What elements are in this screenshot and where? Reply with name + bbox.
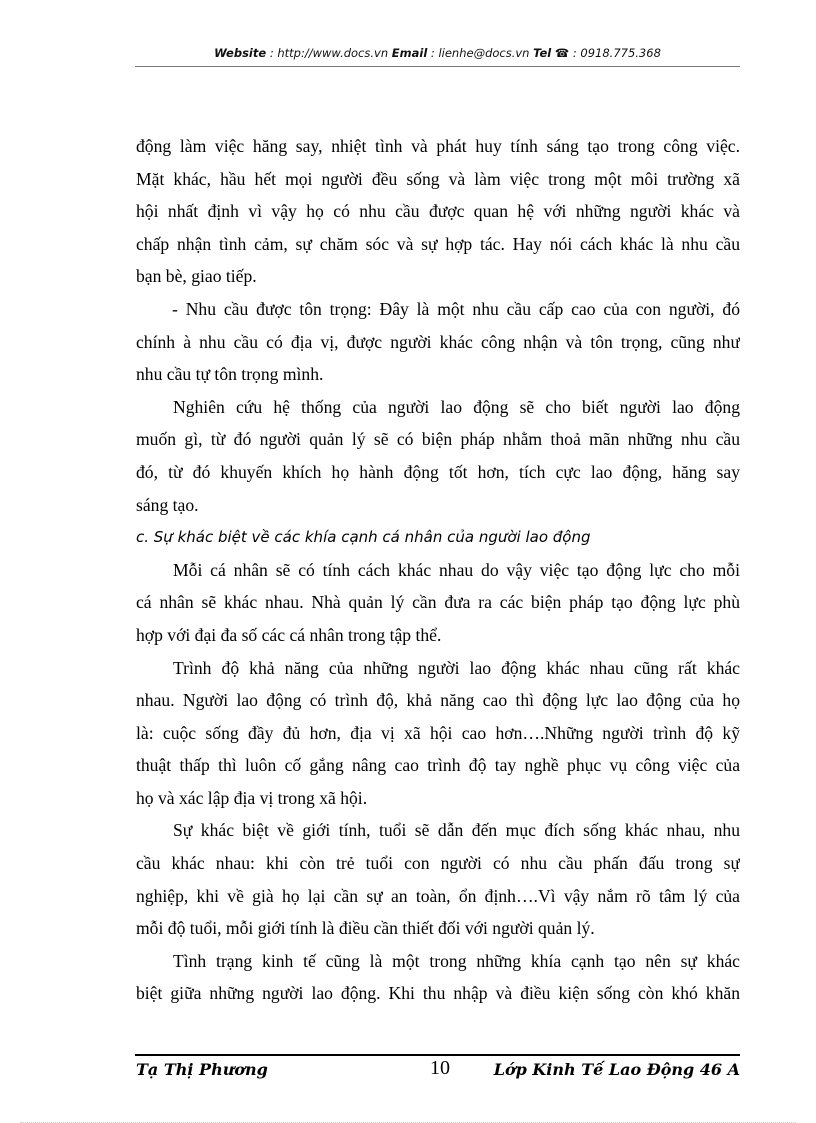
email-address: : lienhe@docs.vn bbox=[427, 46, 534, 60]
text-line: cá nhân sẽ khác nhau. Nhà quản lý cần đưa ra các biện pháp tạo động lực phù bbox=[136, 592, 740, 613]
text-line: mỗi độ tuổi, mỗi giới tính là điều cần thiết đối với người quản lý. bbox=[136, 918, 595, 939]
footer-author: Tạ Thị Phương bbox=[136, 1060, 268, 1079]
text-line: Sự khác biệt về giới tính, tuổi sẽ dẫn đến mục đích sống khác nhau, nhu bbox=[173, 820, 740, 841]
text-line: Nghiên cứu hệ thống của người lao động sẽ cho biết người lao động bbox=[173, 396, 740, 417]
text-line: nghiệp, khi về già họ lại cần sự an toàn, ổn định….Vì vậy nắm rõ tâm lý của bbox=[136, 885, 740, 906]
text-line: sáng tạo. bbox=[136, 494, 199, 515]
text-line: Tình trạng kinh tế cũng là một trong những khía cạnh tạo nên sự khác bbox=[173, 950, 740, 971]
website-label: Website bbox=[214, 46, 267, 60]
text-line: Mỗi cá nhân sẽ có tính cách khác nhau do vậy việc tạo động lực cho mỗi bbox=[173, 559, 740, 580]
text-line: là: cuộc sống đầy đủ hơn, địa vị xã hội cao hơn….Những người trình độ kỹ bbox=[136, 722, 740, 743]
header-divider bbox=[135, 66, 740, 67]
text-line: muốn gì, từ đó người quản lý sẽ có biện pháp nhằm thoả mãn những nhu cầu bbox=[136, 429, 740, 450]
tel-label: Tel bbox=[533, 46, 552, 60]
text-line: chấp nhận tình cảm, sự chăm sóc và sự hợp tác. Hay nói cách khác là nhu cầu bbox=[136, 233, 740, 254]
page-header bbox=[135, 46, 740, 66]
text-line: Trình độ khả năng của những người lao động khác nhau cũng rất khác bbox=[173, 657, 740, 678]
tel-number: : 0918.775.368 bbox=[569, 46, 661, 60]
phone-icon: ☎ bbox=[554, 46, 570, 60]
text-line: đó, từ đó khuyến khích họ hành động tốt hơn, tích cực lao động, hăng say bbox=[136, 461, 740, 482]
footer-divider bbox=[135, 1054, 740, 1056]
text-line: thuật thấp thì luôn cố gắng nâng cao trình độ tay nghề phục vụ công việc của bbox=[136, 755, 740, 776]
section-heading: c. Sự khác biệt về các khía cạnh cá nhân của người lao động bbox=[136, 528, 591, 547]
text-line: hợp với đại đa số các cá nhân trong tập thể. bbox=[136, 624, 442, 645]
text-line: động làm việc hăng say, nhiệt tình và phát huy tính sáng tạo trong công việc. bbox=[136, 136, 740, 156]
email-label: Email bbox=[391, 46, 428, 60]
text-line: Mặt khác, hầu hết mọi người đều sống và làm việc trong một môi trường xã bbox=[136, 168, 740, 189]
body-text bbox=[136, 130, 740, 1010]
text-line: hội nhất định vì vậy họ có nhu cầu được quan hệ với những người khác và bbox=[136, 201, 740, 222]
text-line: chính à nhu cầu có địa vị, được người khác công nhận và tôn trọng, cũng như bbox=[136, 331, 740, 352]
text-line: cầu khác nhau: khi còn trẻ tuổi con người có nhu cầu phấn đấu trong sự bbox=[136, 853, 740, 874]
text-line: nhau. Người lao động có trình độ, khả năng cao thì động lực lao động của họ bbox=[136, 690, 740, 711]
website-url: : http://www.docs.vn bbox=[266, 46, 392, 60]
text-line: bạn bè, giao tiếp. bbox=[136, 266, 257, 287]
text-line: họ và xác lập địa vị trong xã hội. bbox=[136, 787, 368, 808]
text-line: nhu cầu tự tôn trọng mình. bbox=[136, 364, 324, 385]
text-line: - Nhu cầu được tôn trọng: Đây là một nhu cầu cấp cao của con người, đó bbox=[172, 298, 740, 319]
footer-class: Lớp Kinh Tế Lao Động 46 A bbox=[493, 1060, 740, 1079]
text-line: biệt giữa những người lao động. Khi thu nhập và điều kiện sống còn khó khăn bbox=[136, 983, 740, 1004]
page-number: 10 bbox=[430, 1057, 450, 1079]
